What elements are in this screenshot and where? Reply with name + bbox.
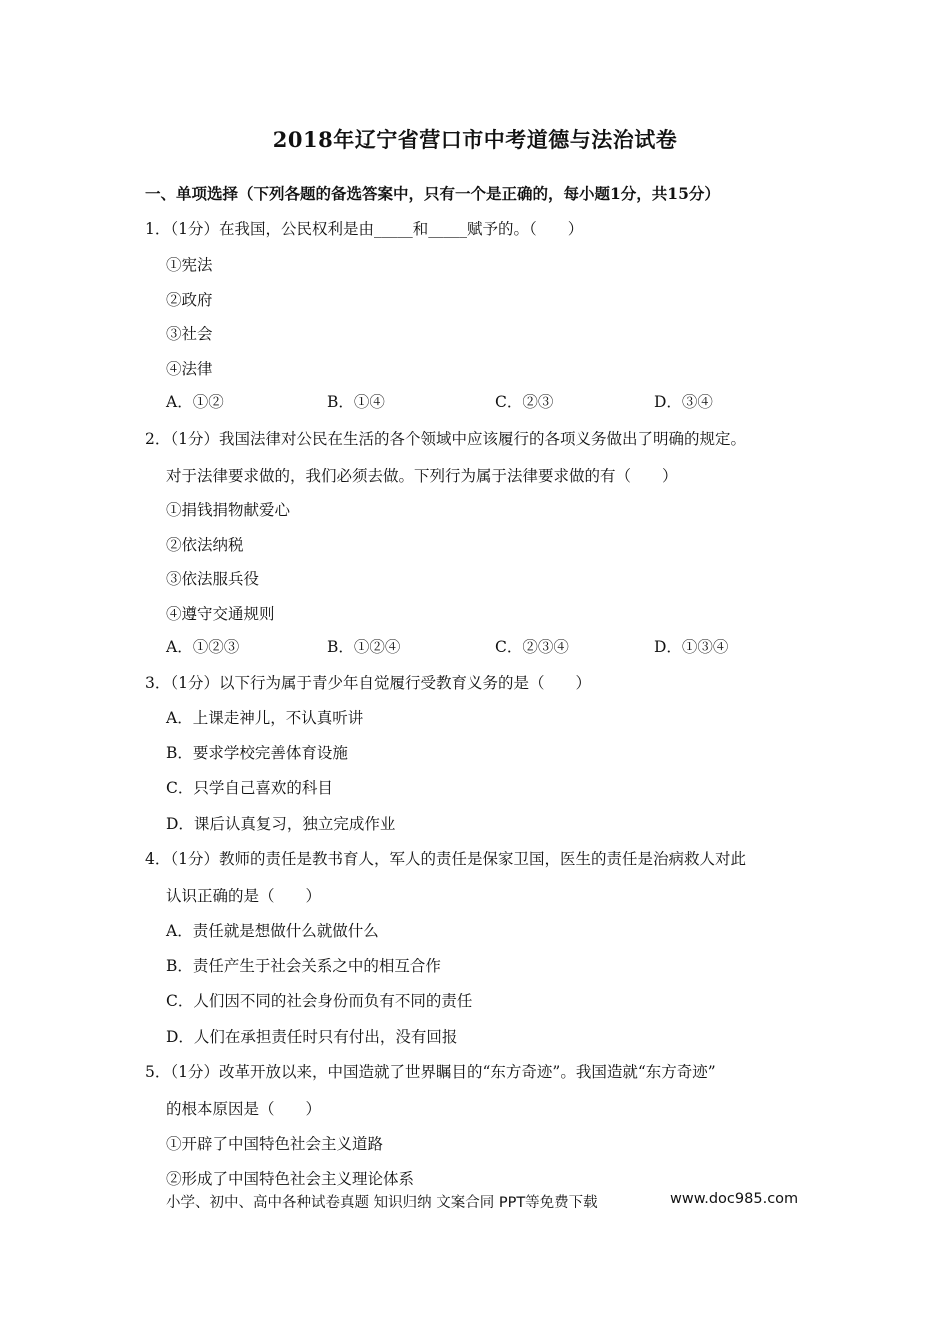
question-3-option: B．要求学校完善体育设施	[166, 744, 348, 762]
option-b: B．①②④	[327, 638, 401, 656]
exam-title: 2018年辽宁省营口市中考道德与法治试卷	[272, 127, 678, 152]
question-2-stem: 2．（1分）我国法律对公民在生活的各个领域中应该履行的各项义务做出了明确的规定。	[145, 430, 746, 448]
footer-url[interactable]: www.doc985.com	[670, 1191, 799, 1207]
question-1-item: ②政府	[166, 291, 213, 309]
footer-text: 小学、初中、高中各种试卷真题 知识归纳 文案合同 PPT等免费下载	[166, 1195, 598, 1211]
question-2-options	[166, 635, 806, 657]
question-4-option: C．人们因不同的社会身份而负有不同的责任	[166, 992, 473, 1010]
question-5-item: ①开辟了中国特色社会主义道路	[166, 1135, 384, 1153]
question-2-item: ④遵守交通规则	[166, 605, 275, 623]
option-c: C．②③④	[495, 638, 569, 656]
option-d: D．①③④	[654, 638, 729, 656]
question-4-option: A．责任就是想做什么就做什么	[166, 922, 379, 940]
question-1-stem: 1．（1分）在我国，公民权利是由_____和_____赋予的。（ ）	[145, 220, 584, 238]
question-5-stem: 5．（1分）改革开放以来，中国造就了世界瞩目的“东方奇迹”。我国造就“东方奇迹”	[145, 1063, 716, 1081]
question-1-item: ④法律	[166, 360, 213, 378]
question-2-item: ②依法纳税	[166, 536, 244, 554]
option-d: D．③④	[654, 393, 713, 411]
question-3-option: D．课后认真复习，独立完成作业	[166, 815, 396, 833]
option-c: C．②③	[495, 393, 554, 411]
question-3-option: A．上课走神儿，不认真听讲	[166, 709, 364, 727]
option-b: B．①④	[327, 393, 385, 411]
question-2-stem-cont: 对于法律要求做的，我们必须去做。下列行为属于法律要求做的有（ ）	[166, 467, 678, 485]
question-3-stem: 3．（1分）以下行为属于青少年自觉履行受教育义务的是（ ）	[145, 674, 591, 692]
question-4-stem-cont: 认识正确的是（ ）	[166, 887, 322, 905]
question-4-option: B．责任产生于社会关系之中的相互合作	[166, 957, 441, 975]
option-a: A．①②	[166, 393, 224, 411]
question-1-item: ③社会	[166, 325, 213, 343]
question-4-option: D．人们在承担责任时只有付出，没有回报	[166, 1028, 458, 1046]
question-2-item: ③依法服兵役	[166, 570, 260, 588]
question-3-option: C．只学自己喜欢的科目	[166, 779, 333, 797]
option-a: A．①②③	[166, 638, 240, 656]
question-5-item: ②形成了中国特色社会主义理论体系	[166, 1170, 415, 1188]
section-heading: 一、单项选择（下列各题的备选答案中，只有一个是正确的，每小题1分，共15分）	[145, 184, 720, 203]
page-footer	[166, 1191, 799, 1212]
question-1-item: ①宪法	[166, 256, 213, 274]
question-5-stem-cont: 的根本原因是（ ）	[166, 1100, 322, 1118]
question-1-options	[166, 390, 806, 412]
question-2-item: ①捐钱捐物献爱心	[166, 501, 291, 519]
question-4-stem: 4．（1分）教师的责任是教书育人，军人的责任是保家卫国，医生的责任是治病救人对此	[145, 850, 746, 868]
